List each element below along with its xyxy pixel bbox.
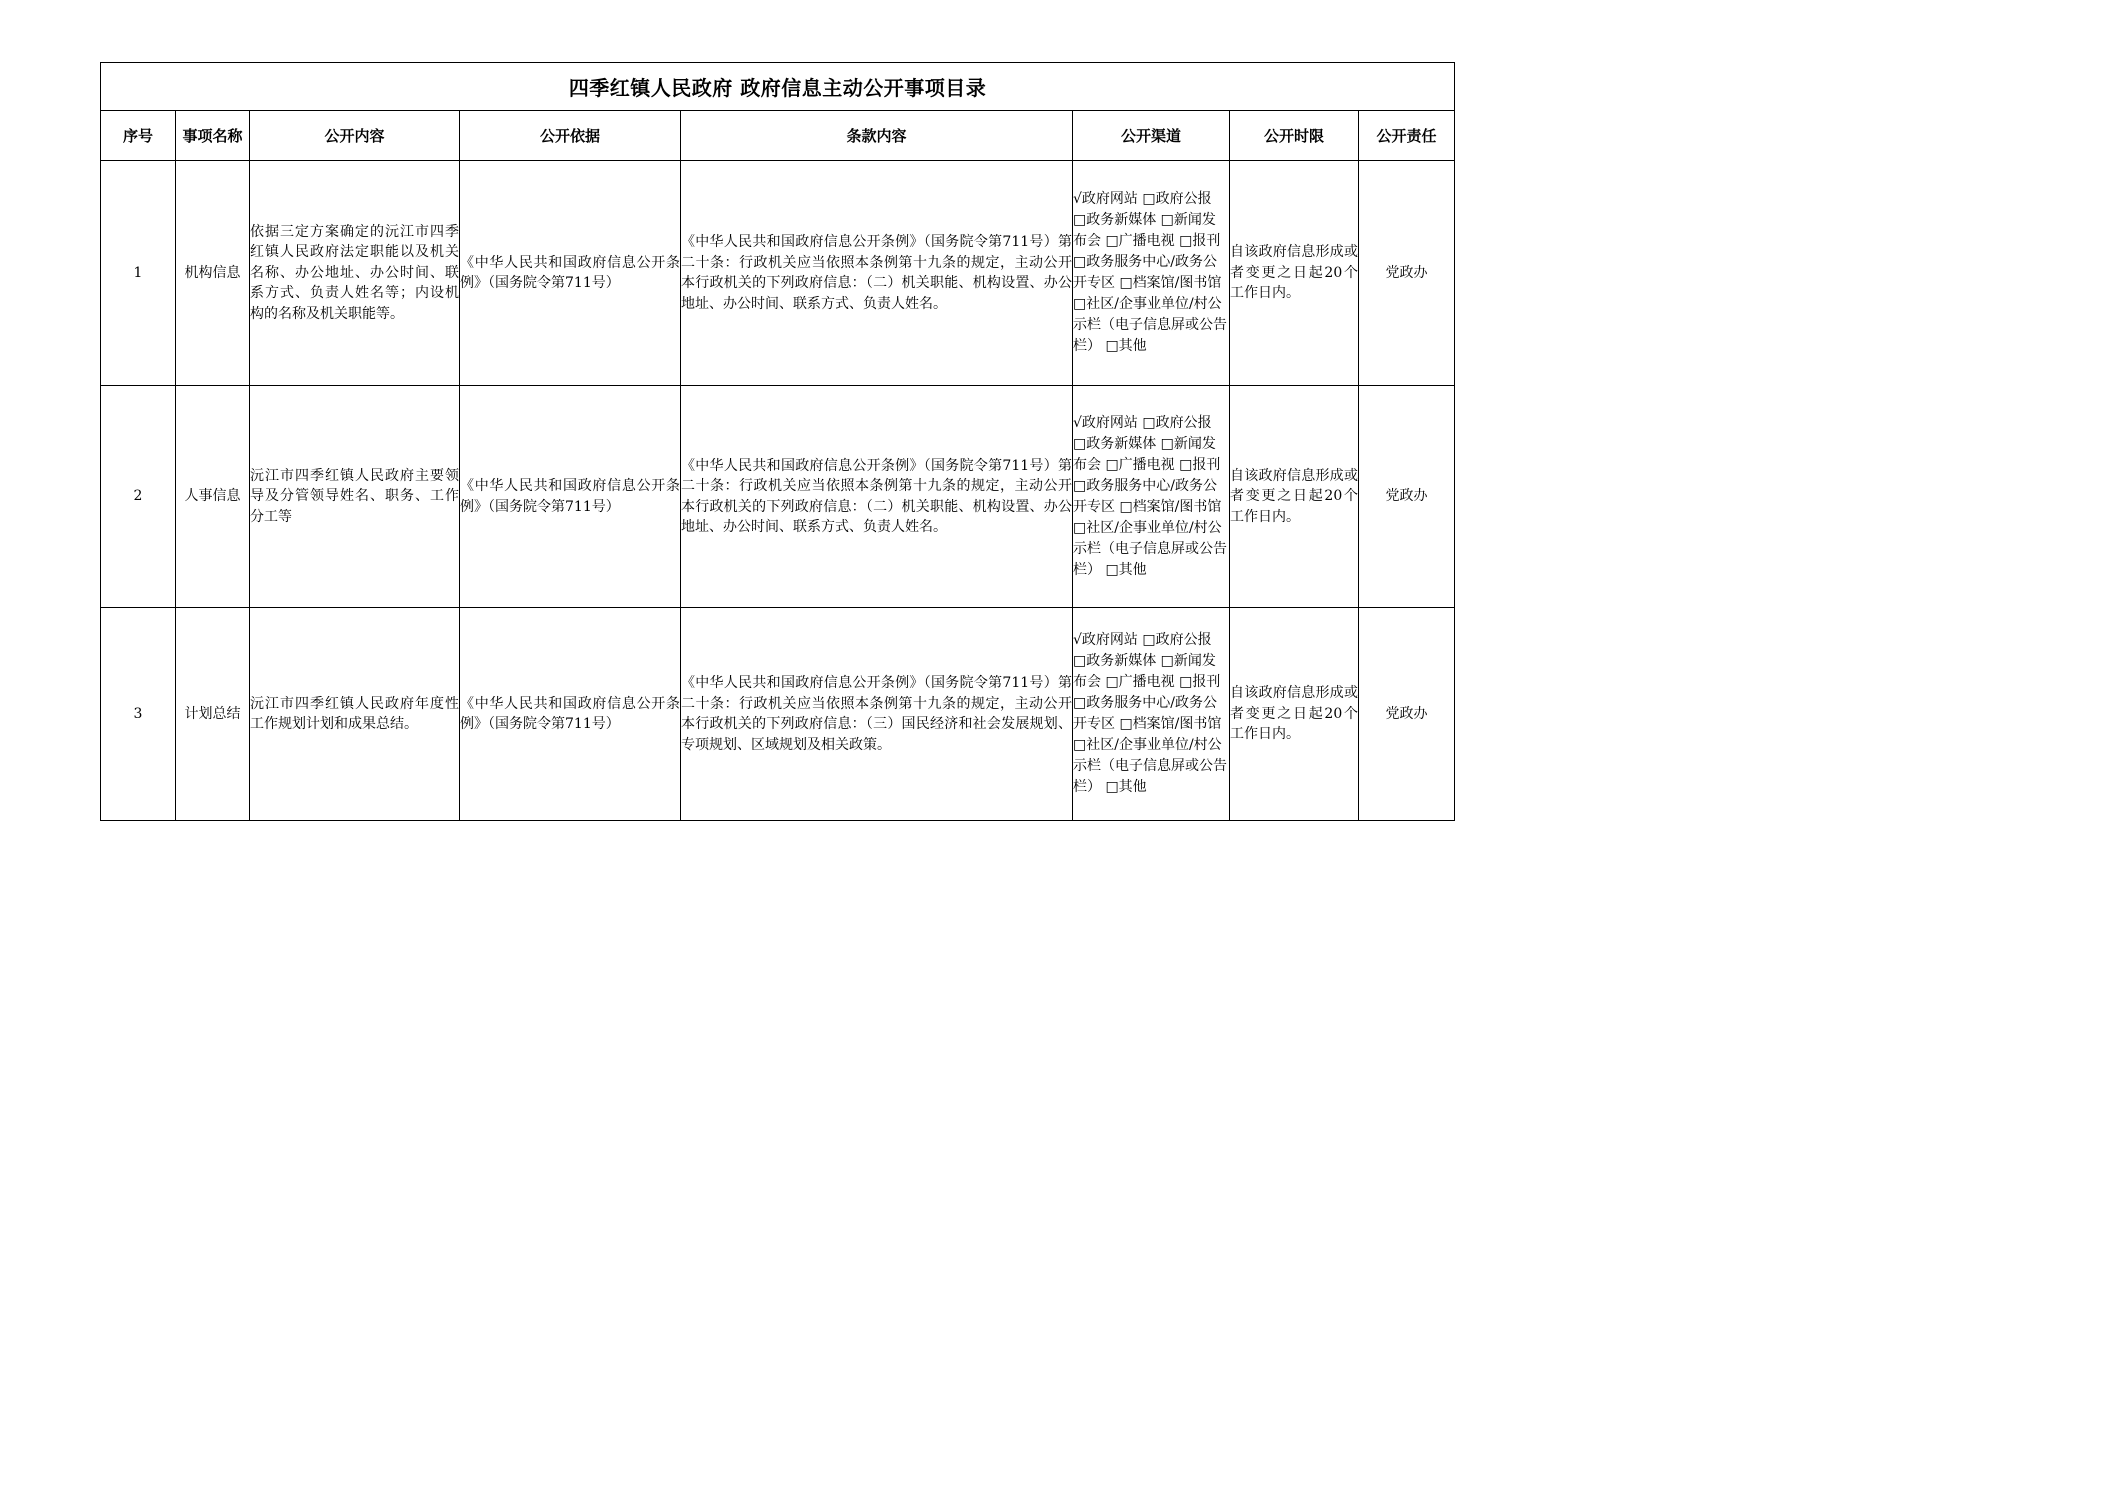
row-channel: √政府网站 □政府公报 □政务新媒体 □新闻发布会 □广播电视 □报刊 □政务服务中心/政务公开专区 □档案馆/图书馆 □社区/企事业单位/村公示栏（电子信息屏或公告栏） □其他 bbox=[1073, 608, 1230, 821]
header-duty: 公开责任 bbox=[1359, 111, 1455, 161]
row-timelimit: 自该政府信息形成或者变更之日起20个工作日内。 bbox=[1230, 608, 1359, 821]
row-basis: 《中华人民共和国政府信息公开条例》（国务院令第711号） bbox=[460, 608, 681, 821]
table-row bbox=[101, 161, 1455, 386]
row-name: 计划总结 bbox=[176, 608, 250, 821]
row-content: 依据三定方案确定的沅江市四季红镇人民政府法定职能以及机关名称、办公地址、办公时间、联系方式、负责人姓名等；内设机构的名称及机关职能等。 bbox=[250, 161, 460, 386]
row-clause: 《中华人民共和国政府信息公开条例》（国务院令第711号）第二十条：行政机关应当依照本条例第十九条的规定，主动公开本行政机关的下列政府信息：（三）国民经济和社会发展规划、专项规划、区域规划及相关政策。 bbox=[681, 608, 1073, 821]
header-timelimit: 公开时限 bbox=[1230, 111, 1359, 161]
header-basis: 公开依据 bbox=[460, 111, 681, 161]
row-duty: 党政办 bbox=[1359, 161, 1455, 386]
table-row bbox=[101, 386, 1455, 608]
row-channel: √政府网站 □政府公报 □政务新媒体 □新闻发布会 □广播电视 □报刊 □政务服务中心/政务公开专区 □档案馆/图书馆 □社区/企事业单位/村公示栏（电子信息屏或公告栏） □其他 bbox=[1073, 161, 1230, 386]
row-name: 人事信息 bbox=[176, 386, 250, 608]
row-timelimit: 自该政府信息形成或者变更之日起20个工作日内。 bbox=[1230, 386, 1359, 608]
row-duty: 党政办 bbox=[1359, 608, 1455, 821]
row-clause: 《中华人民共和国政府信息公开条例》（国务院令第711号）第二十条：行政机关应当依照本条例第十九条的规定，主动公开本行政机关的下列政府信息：（二）机关职能、机构设置、办公地址、办公时间、联系方式、负责人姓名。 bbox=[681, 161, 1073, 386]
page-title: 四季红镇人民政府 政府信息主动公开事项目录 bbox=[101, 63, 1455, 111]
header-name: 事项名称 bbox=[176, 111, 250, 161]
row-channel: √政府网站 □政府公报 □政务新媒体 □新闻发布会 □广播电视 □报刊 □政务服务中心/政务公开专区 □档案馆/图书馆 □社区/企事业单位/村公示栏（电子信息屏或公告栏） □其他 bbox=[1073, 386, 1230, 608]
row-name: 机构信息 bbox=[176, 161, 250, 386]
header-seq: 序号 bbox=[101, 111, 176, 161]
header-content: 公开内容 bbox=[250, 111, 460, 161]
title-row bbox=[101, 63, 1455, 111]
row-clause: 《中华人民共和国政府信息公开条例》（国务院令第711号）第二十条：行政机关应当依照本条例第十九条的规定，主动公开本行政机关的下列政府信息：（二）机关职能、机构设置、办公地址、办公时间、联系方式、负责人姓名。 bbox=[681, 386, 1073, 608]
row-timelimit: 自该政府信息形成或者变更之日起20个工作日内。 bbox=[1230, 161, 1359, 386]
row-content: 沅江市四季红镇人民政府年度性工作规划计划和成果总结。 bbox=[250, 608, 460, 821]
header-row bbox=[101, 111, 1455, 161]
row-seq: 1 bbox=[101, 161, 176, 386]
row-duty: 党政办 bbox=[1359, 386, 1455, 608]
disclosure-catalog-table bbox=[100, 62, 1455, 821]
table-row bbox=[101, 608, 1455, 821]
header-clause: 条款内容 bbox=[681, 111, 1073, 161]
row-content: 沅江市四季红镇人民政府主要领导及分管领导姓名、职务、工作分工等 bbox=[250, 386, 460, 608]
row-seq: 3 bbox=[101, 608, 176, 821]
header-channel: 公开渠道 bbox=[1073, 111, 1230, 161]
row-basis: 《中华人民共和国政府信息公开条例》（国务院令第711号） bbox=[460, 386, 681, 608]
row-seq: 2 bbox=[101, 386, 176, 608]
row-basis: 《中华人民共和国政府信息公开条例》（国务院令第711号） bbox=[460, 161, 681, 386]
